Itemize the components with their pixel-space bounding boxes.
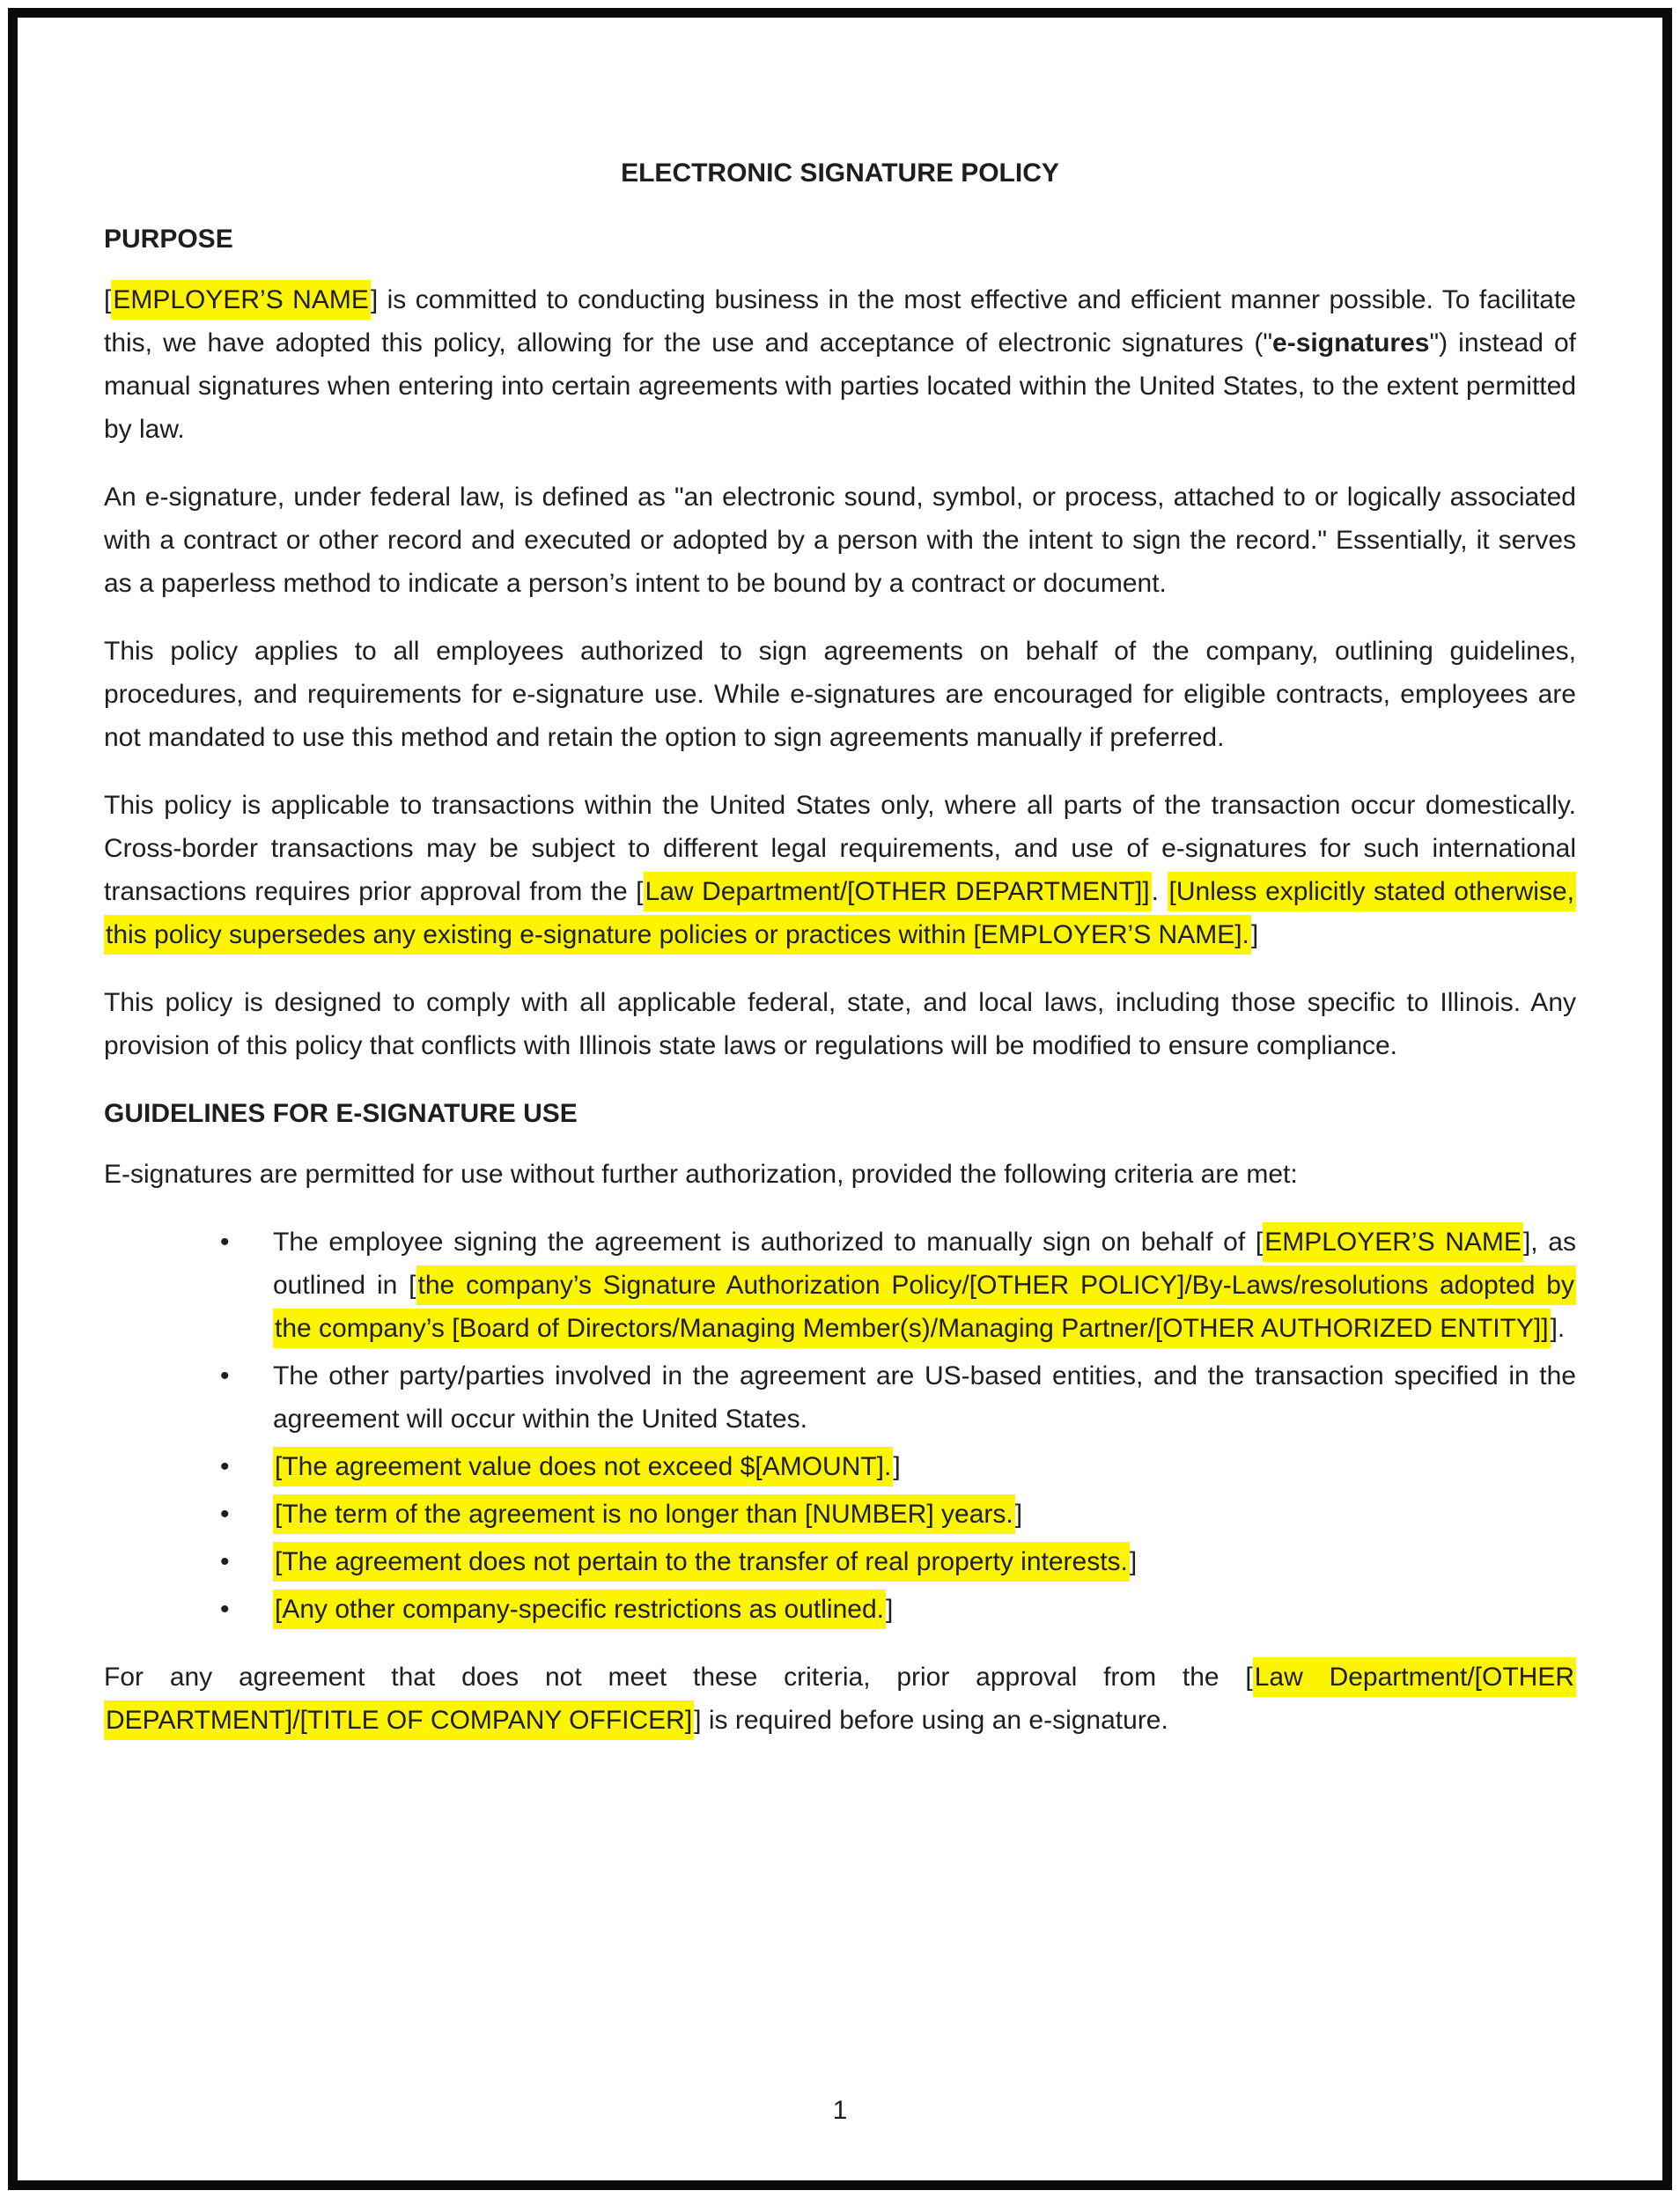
- highlighted-placeholder-text: Law Department/[OTHER DEPARTMENT]]: [644, 872, 1152, 911]
- text-run: This policy is designed to comply with all applicable federal, state, and local laws, including those specific to Illinois. Any provision of this policy that conflicts with Illinois state laws or regulations will be modified to ensure compliance.: [104, 988, 1576, 1060]
- text-run: ], as outlined in [: [273, 1228, 1576, 1300]
- text-run: ]: [885, 1595, 894, 1624]
- text-run: ]: [1250, 920, 1259, 949]
- text-run: This policy applies to all employees authorized to sign agreements on behalf of the company, outlining guidelines, procedures, and requirements for e-signature use. While e-signatures are encouraged for eligible contracts, employees are not mandated to use this method and retain the option to sign agreements manually if preferred.: [104, 637, 1576, 752]
- text-run: An e-signature, under federal law, is defined as "an electronic sound, symbol, or process, attached to or logically associated with a contract or other record and executed or adopted by a person with the intent to sign the record." Essentially, it serves as a paperless method to indicate a person’s intent to be bound by a contract or document.: [104, 483, 1576, 598]
- highlighted-placeholder-text: the company’s Signature Authorization Policy/[OTHER POLICY]/By-Laws/resolutions adopted by the company’s [Board of Directors/Managing Member(s)/Managing Partner/[OTHER AUTHORIZED ENTITY]]: [273, 1265, 1576, 1348]
- purpose-paragraph-5: [104, 981, 1576, 1067]
- heading-purpose: PURPOSE: [104, 225, 233, 254]
- text-run: E-signatures are permitted for use without further authorization, provided the following criteria are met:: [104, 1160, 1298, 1189]
- purpose-paragraph-3: [104, 630, 1576, 759]
- text-run: The employee signing the agreement is authorized to manually sign on behalf of [: [273, 1228, 1264, 1257]
- highlighted-placeholder-text: [Unless explicitly stated otherwise, this policy supersedes any existing e-signature policies or practices within [EMPLOYER’S NAME].: [104, 872, 1576, 955]
- highlighted-placeholder-text: [The agreement does not pertain to the transfer of real property interests.: [273, 1542, 1130, 1582]
- text-run: ] is committed to conducting business in the most effective and efficient manner possible. To facilitate this, we have adopted this policy, allowing for the use and acceptance of electronic signatures (": [104, 285, 1576, 358]
- text-run: .: [1151, 877, 1168, 906]
- text-run: For any agreement that does not meet these criteria, prior approval from the [: [104, 1663, 1253, 1692]
- criteria-bullet-4: [273, 1493, 1576, 1536]
- text-run: ]: [1129, 1547, 1138, 1576]
- page-content: [104, 151, 1576, 1767]
- text-run: ].: [1550, 1314, 1566, 1343]
- purpose-paragraph-2: [104, 476, 1576, 605]
- highlighted-placeholder-text: EMPLOYER’S NAME: [1263, 1222, 1523, 1262]
- text-run: ]: [893, 1452, 901, 1481]
- guidelines-intro-paragraph: [104, 1153, 1576, 1196]
- document-title: ELECTRONIC SIGNATURE POLICY: [621, 159, 1059, 188]
- text-run: ") instead of manual signatures when entering into certain agreements with parties located within the United States, to the extent permitted by law.: [104, 328, 1576, 444]
- text-run: ] is required before using an e-signature.: [694, 1706, 1168, 1735]
- approval-paragraph: [104, 1656, 1576, 1742]
- highlighted-placeholder-text: EMPLOYER’S NAME: [111, 280, 371, 320]
- text-run: This policy is applicable to transactions within the United States only, where all parts of the transaction occur domestically. Cross-border transactions may be subject to different legal requirements, and use of e-signatures for such international transactions requires prior approval from the [: [104, 791, 1576, 906]
- criteria-bullet-6: [273, 1588, 1576, 1631]
- criteria-bullet-1: [273, 1221, 1576, 1350]
- criteria-list: [104, 1221, 1576, 1631]
- criteria-bullet-3: [273, 1445, 1576, 1488]
- page-number: 1: [832, 2096, 848, 2125]
- highlighted-placeholder-text: [The term of the agreement is no longer than [NUMBER] years.: [273, 1494, 1015, 1534]
- criteria-bullet-5: [273, 1540, 1576, 1583]
- heading-guidelines: GUIDELINES FOR E-SIGNATURE USE: [104, 1099, 578, 1128]
- bold-text: e-signatures: [1272, 328, 1430, 358]
- text-run: ]: [1014, 1500, 1023, 1529]
- highlighted-placeholder-text: [The agreement value does not exceed $[AMOUNT].: [273, 1447, 893, 1486]
- highlighted-placeholder-text: [Any other company-specific restrictions as outlined.: [273, 1589, 886, 1629]
- criteria-bullet-2: [273, 1354, 1576, 1441]
- highlighted-placeholder-text: Law Department/[OTHER DEPARTMENT]/[TITLE OF COMPANY OFFICER]: [104, 1657, 1576, 1740]
- text-run: The other party/parties involved in the agreement are US-based entities, and the transaction specified in the agreement will occur within the United States.: [273, 1361, 1576, 1434]
- purpose-paragraph-1: [104, 278, 1576, 451]
- purpose-paragraph-4: [104, 784, 1576, 956]
- text-run: [: [104, 285, 112, 314]
